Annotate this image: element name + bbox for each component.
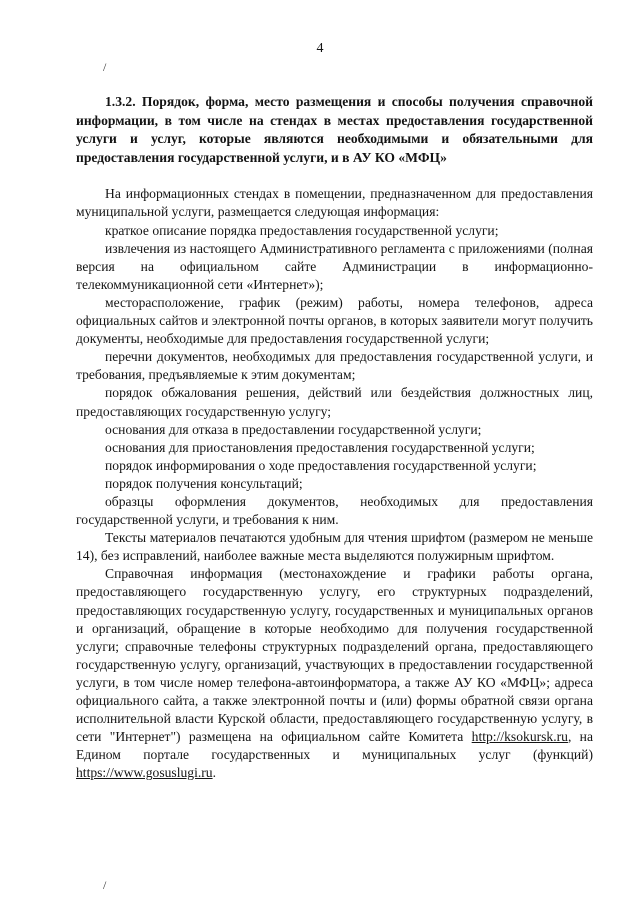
- document-body: [76, 93, 593, 782]
- reference-text: Справочная информация (местонахождение и графики работы органа, предоставляющего государственную услугу, его структурных подразделений, предоставляющих государственную услугу, государственных и муниципальных органов и организаций, обращение в которые необходимо для получения государственной услуги; справочные телефоны структурных подразделений органа, предоставляющего государственную услугу, организаций, участвующих в предоставлении государственной услуги, в том числе номер телефона-автоинформатора, а также АУ КО «МФЦ»; адреса официального сайта, а также электронной почты и (или) формы обратной связи органа исполнительной власти Курской области, предоставляющего государственную услугу, в сети "Интернет") размещена на официальном сайте Комитета: [76, 566, 593, 745]
- gosuslugi-link[interactable]: https://www.gosuslugi.ru: [76, 765, 213, 781]
- list-item: краткое описание порядка предоставления государственной услуги;: [105, 222, 499, 238]
- margin-mark: /: [103, 60, 107, 74]
- list-item: порядок обжалования решения, действий или бездействия должностных лиц, предоставляющих государственную услугу;: [76, 385, 593, 419]
- list-item: порядок получения консультаций;: [105, 475, 303, 491]
- list-item: основания для приостановления предоставления государственной услуги;: [105, 439, 535, 455]
- list-item: месторасположение, график (режим) работы, номера телефонов, адреса официальных сайтов и электронной почты органов, в которых заявители могут получить документы, необходимые для предоставления государственной услуги;: [76, 294, 593, 347]
- section-text: [76, 185, 593, 782]
- margin-mark: /: [103, 878, 107, 892]
- list-item: порядок информирования о ходе предоставления государственной услуги;: [105, 457, 537, 473]
- paragraph: Тексты материалов печатаются удобным для чтения шрифтом (размером не меньше 14), без исправлений, наиболее важные места выделяются полужирным шрифтом.: [76, 530, 593, 564]
- list-item: основания для отказа в предоставлении государственной услуги;: [105, 421, 482, 437]
- paragraph: На информационных стендах в помещении, предназначенном для предоставления муниципальной услуги, размещается следующая информация:: [76, 186, 593, 220]
- page-number: 4: [316, 41, 324, 56]
- list-item: образцы оформления документов, необходимых для предоставления государственной услуги, и требования к ним.: [76, 493, 593, 528]
- list-item: перечни документов, необходимых для предоставления государственной услуги, и требования, предъявляемые к этим документам;: [76, 349, 593, 383]
- reference-text: , на Едином портале государственных и муниципальных услуг (функций): [76, 729, 593, 763]
- list-item: извлечения из настоящего Административного регламента с приложениями (полная версия на официальном сайте Администрации в информационно-телекоммуникационной сети «Интернет»);: [76, 240, 593, 292]
- section-heading: 1.3.2. Порядок, форма, место размещения и способы получения справочной информации, в том числе на стендах в местах предоставления государственной услуги и услуг, которые являются необходимыми и обязательными для предоставления государственной услуги, и в АУ КО «МФЦ»: [76, 94, 593, 165]
- reference-paragraph: [76, 565, 593, 782]
- reference-text: .: [212, 765, 216, 781]
- committee-site-link[interactable]: http://ksokursk.ru: [471, 729, 568, 745]
